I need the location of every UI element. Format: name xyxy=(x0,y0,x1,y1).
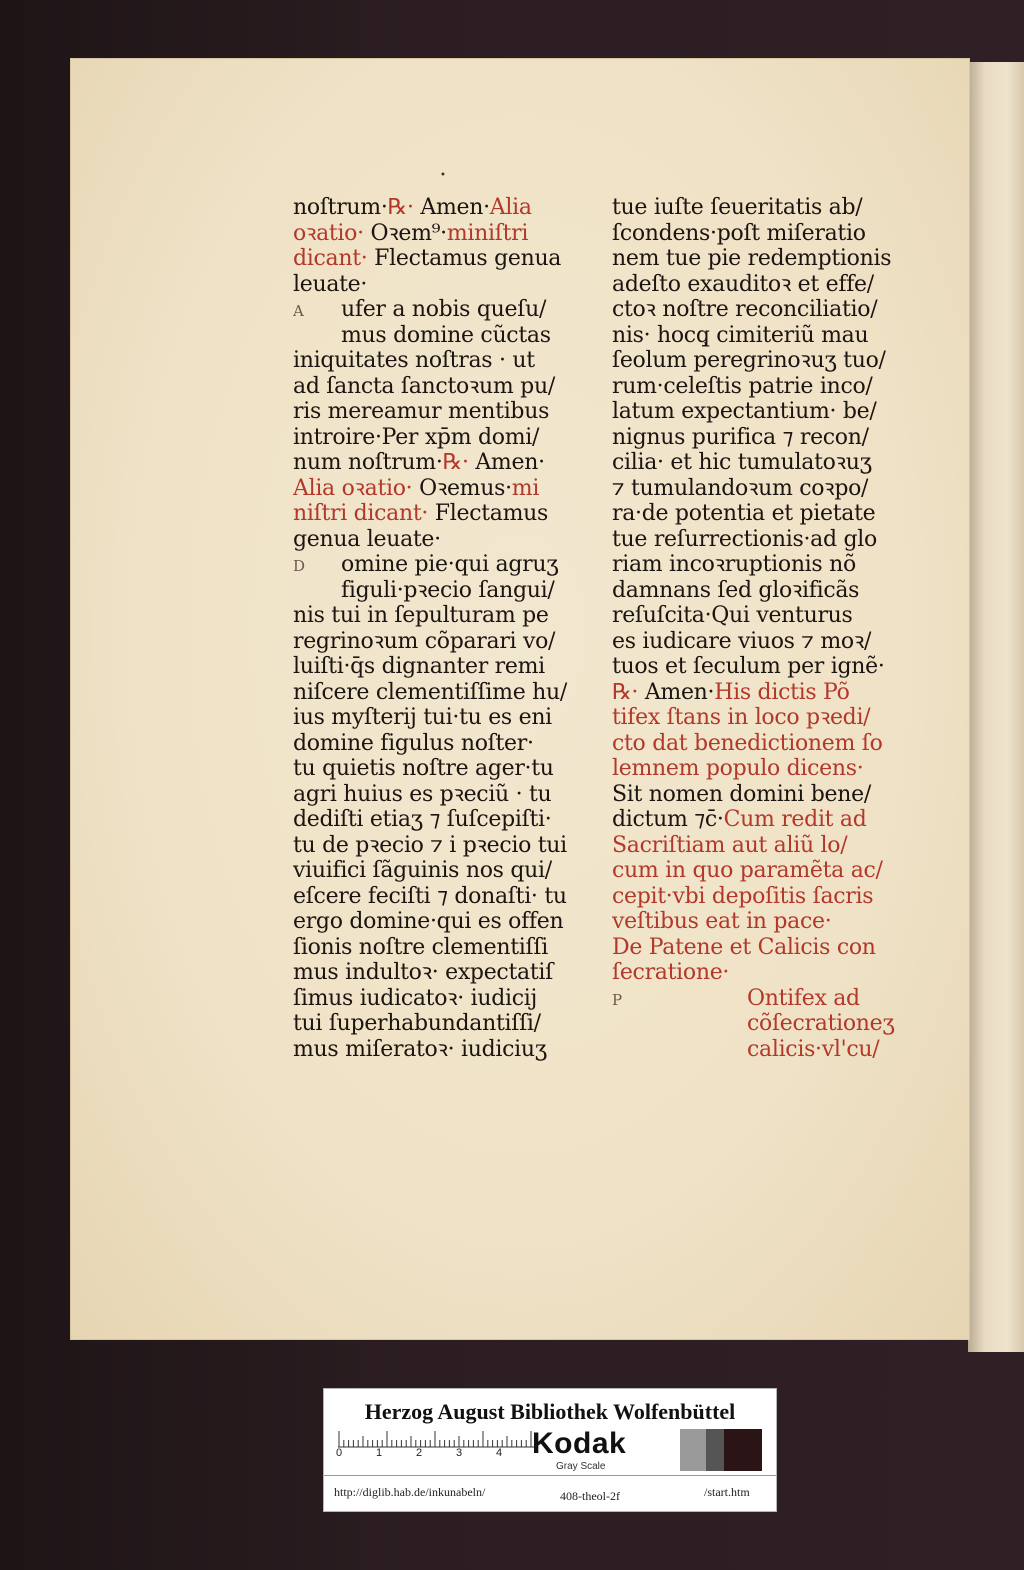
guide-letter: P xyxy=(612,990,622,1009)
text-line xyxy=(293,654,593,680)
body-text: Oꝛemus· xyxy=(419,475,512,501)
rubric-text: ſecratione· xyxy=(612,960,730,985)
text-line xyxy=(612,552,912,578)
body-text: domine figulus noſter· xyxy=(293,730,534,756)
body-text: ſimus iudicatoꝛ· iudicij xyxy=(293,985,538,1011)
text-line xyxy=(293,731,593,757)
text-line xyxy=(293,578,593,604)
gray-scale-caption: Gray Scale xyxy=(556,1461,606,1472)
body-text: ⁊ tumulandoꝛum coꝛpo/ xyxy=(612,475,869,501)
text-line xyxy=(612,680,912,706)
body-text: genua leuate· xyxy=(293,526,441,552)
text-line xyxy=(293,425,593,451)
text-line xyxy=(293,297,593,323)
rubric-text: tifex ſtans in loco pꝛedi/ xyxy=(612,705,871,730)
gray-swatch-light xyxy=(680,1429,706,1471)
body-text: nignus purifica ⁊ recon/ xyxy=(612,424,869,450)
text-line xyxy=(612,1011,912,1037)
text-line xyxy=(612,374,912,400)
body-text: Amen· xyxy=(475,450,545,475)
body-text: ius myſterij tui·tu es eni xyxy=(293,705,552,730)
text-line xyxy=(293,1037,593,1063)
rubric-text: Cum redit ad xyxy=(723,807,867,832)
text-line xyxy=(612,731,912,757)
text-column-left xyxy=(293,195,593,1062)
text-line xyxy=(612,578,912,604)
text-line xyxy=(612,221,912,247)
library-label xyxy=(323,1388,777,1512)
body-text: ris mereamur mentibus xyxy=(293,399,550,424)
body-text: ergo domine·qui es offen xyxy=(293,909,564,934)
text-line xyxy=(612,782,912,808)
ruler-number: 0 xyxy=(336,1447,343,1459)
rubric-text: De Patene et Calicis con xyxy=(612,934,876,960)
body-text: ctoꝛ noſtre reconciliatio/ xyxy=(612,297,878,322)
text-line xyxy=(293,705,593,731)
guide-letter: A xyxy=(293,302,304,320)
text-line xyxy=(293,399,593,425)
body-text: tuos et ſeculum per ignẽ· xyxy=(612,654,885,679)
body-text: es iudicare viuos ⁊ moꝛ/ xyxy=(612,628,872,654)
body-text: leuate· xyxy=(293,271,368,297)
body-text: tu de pꝛecio ⁊ i pꝛecio tui xyxy=(293,832,567,858)
text-line xyxy=(612,272,912,298)
text-line xyxy=(612,246,912,272)
label-divider xyxy=(324,1475,776,1476)
body-text: ra·de potentia et pietate xyxy=(612,501,876,526)
rubric-text: cepit·vbi depoſitis ſacris xyxy=(612,883,874,909)
text-line xyxy=(612,884,912,910)
text-line xyxy=(293,858,593,884)
body-text: introire·Per xp̄m domi/ xyxy=(293,424,540,450)
body-text: tue iuſte ſeueritatis ab/ xyxy=(612,195,863,220)
rubric-text: veſtibus eat in pace· xyxy=(612,909,832,934)
text-line xyxy=(612,348,912,374)
text-line xyxy=(293,833,593,859)
body-text: dediſti etiaʒ ⁊ ſuſcepiſti· xyxy=(293,807,552,832)
text-line xyxy=(293,807,593,833)
text-line xyxy=(293,884,593,910)
text-line xyxy=(612,833,912,859)
text-line xyxy=(293,221,593,247)
body-text: cilia· et hic tumulatoꝛuʒ xyxy=(612,450,872,475)
rubric-text: cto dat benedictionem ſo xyxy=(612,730,883,756)
text-line xyxy=(293,960,593,986)
text-line xyxy=(612,323,912,349)
ruler-number: 3 xyxy=(456,1447,463,1459)
text-line xyxy=(612,450,912,476)
body-text: damnans ſed gloꝛificãs xyxy=(612,577,860,603)
text-line xyxy=(612,756,912,782)
text-line xyxy=(612,654,912,680)
body-text: luiſti·q̄s dignanter remi xyxy=(293,654,545,679)
text-line xyxy=(612,1037,912,1063)
text-line xyxy=(293,629,593,655)
body-text: Sit nomen domini bene/ xyxy=(612,781,871,807)
body-text: mus miſeratoꝛ· iudiciuʒ xyxy=(293,1036,547,1062)
rubric-text: Alia oꝛatio· xyxy=(293,475,420,501)
guide-letter: D xyxy=(293,557,305,575)
rubric-text: oꝛatio· xyxy=(293,220,371,246)
text-line xyxy=(612,705,912,731)
body-text: iniquitates noſtras · ut xyxy=(293,348,535,373)
body-text: regrinoꝛum cõparari vo/ xyxy=(293,628,556,654)
text-line xyxy=(612,603,912,629)
text-line xyxy=(293,935,593,961)
body-text: ſionis noſtre clementiſſi xyxy=(293,934,548,960)
library-name: Herzog August Bibliothek Wolfenbüttel xyxy=(364,1399,736,1424)
ruler-number: 4 xyxy=(496,1447,503,1459)
text-line xyxy=(293,782,593,808)
text-line xyxy=(612,425,912,451)
rubric-text: His dictis Põ xyxy=(714,679,850,705)
body-text: mus domine cũctas xyxy=(341,322,551,348)
text-line xyxy=(612,909,912,935)
body-text: mus indultoꝛ· expectatiſ xyxy=(293,960,553,985)
body-text: adeſto exauditoꝛ et effe/ xyxy=(612,271,874,297)
text-line xyxy=(612,960,912,986)
body-text: ad ſancta ſanctoꝛum pu/ xyxy=(293,373,555,399)
body-text: omine pie·qui agruʒ xyxy=(341,552,559,577)
body-text: rum·celeſtis patrie inco/ xyxy=(612,373,873,399)
text-line xyxy=(612,476,912,502)
text-line xyxy=(293,246,593,272)
body-text: ufer a nobis queſu/ xyxy=(341,297,547,322)
url-right: /start.htm xyxy=(704,1485,750,1499)
body-text: ſcondens·poſt miſeratio xyxy=(612,220,866,246)
body-text: num noſtrum· xyxy=(293,450,443,475)
rubric-text: ℞· xyxy=(442,450,476,475)
body-text: reſuſcita·Qui venturus xyxy=(612,603,853,628)
rubric-text: cõſecrationeʒ xyxy=(747,1011,895,1036)
body-text: Oꝛem⁹· xyxy=(370,220,447,246)
text-line xyxy=(293,552,593,578)
body-text: Flectamus xyxy=(434,501,549,526)
rubric-text: mi xyxy=(511,475,540,501)
ruler-numbers xyxy=(338,1447,538,1461)
ruler-number: 2 xyxy=(416,1447,423,1459)
body-text: dictum ⁊c̄· xyxy=(612,807,724,832)
text-line xyxy=(293,909,593,935)
text-line xyxy=(293,374,593,400)
body-text: Amen· xyxy=(420,195,490,220)
text-line xyxy=(612,195,912,221)
rubric-text: ℞· xyxy=(387,195,421,220)
ruler-number: 1 xyxy=(376,1447,383,1459)
rubric-text: Alia xyxy=(489,195,532,220)
text-line xyxy=(293,450,593,476)
text-line xyxy=(612,858,912,884)
text-line xyxy=(293,501,593,527)
text-line xyxy=(293,195,593,221)
kodak-logo: Kodak xyxy=(532,1427,627,1460)
body-text: agri huius es pꝛeciũ · tu xyxy=(293,781,552,807)
rubric-text: niſtri dicant· xyxy=(293,501,435,526)
text-line xyxy=(293,986,593,1012)
body-text: Amen· xyxy=(644,679,715,705)
rubric-text: miniſtri xyxy=(446,220,529,246)
text-line xyxy=(612,935,912,961)
body-text: figuli·pꝛecio ſangui/ xyxy=(341,577,555,603)
rubric-text: lemnem populo dicens· xyxy=(612,756,864,781)
text-line xyxy=(293,527,593,553)
text-line xyxy=(293,1011,593,1037)
body-text: latum expectantium· be/ xyxy=(612,399,877,424)
text-column-right xyxy=(612,195,912,1062)
body-text: tui ſuperhabundantiſſi/ xyxy=(293,1011,541,1036)
text-line xyxy=(293,756,593,782)
text-line xyxy=(612,501,912,527)
body-text: viuifici ſãguinis nos qui/ xyxy=(293,858,552,883)
text-line xyxy=(612,629,912,655)
text-line xyxy=(612,807,912,833)
text-line xyxy=(612,986,912,1012)
gray-swatch-mid xyxy=(706,1429,724,1471)
text-line xyxy=(293,323,593,349)
body-text: nem tue pie redemptionis xyxy=(612,246,892,271)
text-line xyxy=(293,680,593,706)
rubric-text: dicant· xyxy=(293,246,375,271)
shelfmark: 408-theol-2f xyxy=(560,1489,620,1503)
rubric-text: Sacriſtiam aut aliũ lo/ xyxy=(612,832,848,858)
text-line xyxy=(293,476,593,502)
rubric-text: ℞· xyxy=(612,679,645,705)
rubric-text: calicis·vl'cu/ xyxy=(747,1036,880,1062)
body-text: Flectamus genua xyxy=(374,246,562,271)
text-line xyxy=(612,399,912,425)
body-text: tue reſurrectionis·ad glo xyxy=(612,526,877,552)
body-text: niſcere clementiſſime hu/ xyxy=(293,679,567,705)
body-text: nis tui in ſepulturam pe xyxy=(293,603,549,628)
text-line xyxy=(612,297,912,323)
body-text: ſeolum peregrinoꝛuʒ tuo/ xyxy=(612,348,886,373)
rubric-text: Ontifex ad xyxy=(747,985,860,1011)
gray-swatch-dark xyxy=(724,1429,762,1471)
facing-page-edge xyxy=(968,62,1024,1352)
rubric-text: cum in quo paramẽta ac/ xyxy=(612,858,883,883)
url-left: http://diglib.hab.de/inkunabeln/ xyxy=(334,1485,486,1499)
text-line xyxy=(293,272,593,298)
text-line xyxy=(293,348,593,374)
body-text: noſtrum· xyxy=(293,195,388,220)
body-text: riam incoꝛruptionis nõ xyxy=(612,552,856,577)
text-line xyxy=(293,603,593,629)
body-text: nis· hocq̧ cimiteriũ mau xyxy=(612,322,869,348)
body-text: eſcere feciſti ⁊ donaſti· tu xyxy=(293,883,567,909)
body-text: tu quietis noſtre ager·tu xyxy=(293,756,554,781)
ink-mark: • xyxy=(440,170,446,181)
text-line xyxy=(612,527,912,553)
